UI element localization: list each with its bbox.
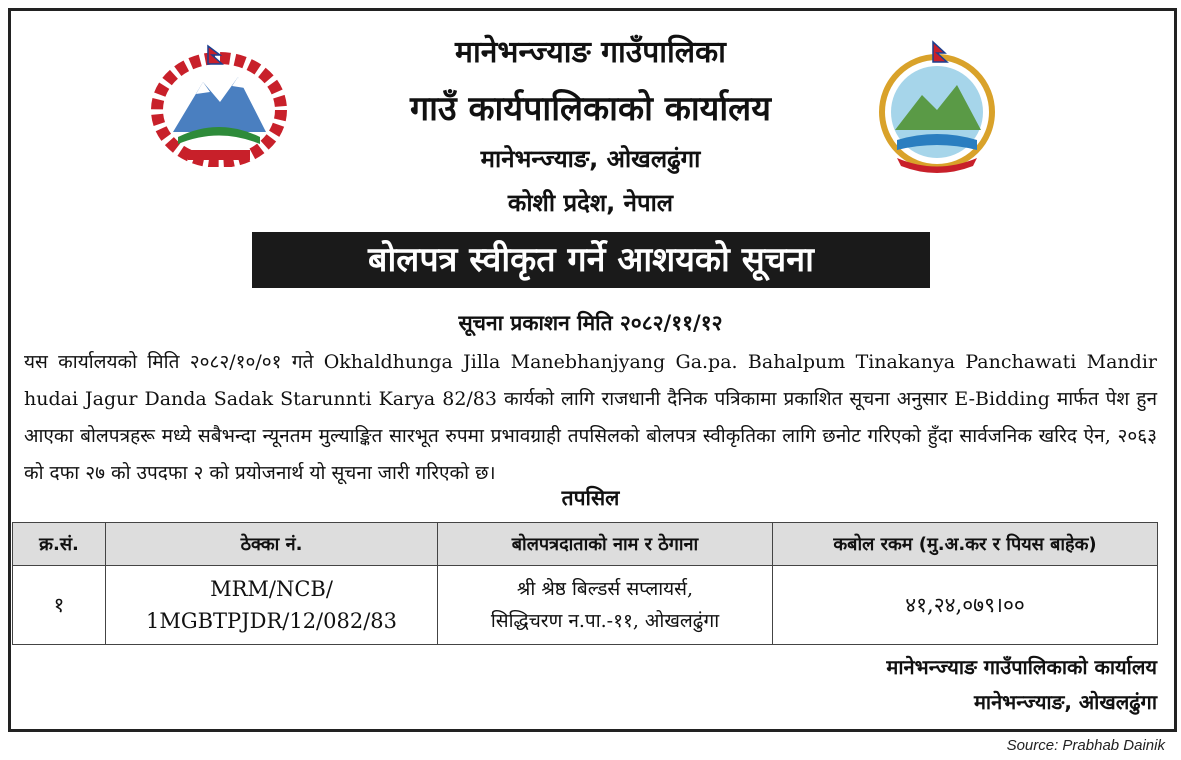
bid-table xyxy=(12,522,1158,645)
col-amount: कबोल रकम (मु.अ.कर र पियस बाहेक) xyxy=(773,523,1158,566)
col-bidder: बोलपत्रदाताको नाम र ठेगाना xyxy=(438,523,773,566)
bidder-address: सिद्धिचरण न.पा.-११, ओखलढुंगा xyxy=(490,610,720,632)
contract-line-2: 1MGBTPJDR/12/082/83 xyxy=(145,609,398,633)
header-address: मानेभन्ज्याङ, ओखलढुंगा xyxy=(480,145,701,173)
cell-sn: १ xyxy=(13,566,106,645)
col-sn: क्र.सं. xyxy=(13,523,106,566)
publish-date: सूचना प्रकाशन मिति २०८२/११/१२ xyxy=(458,311,723,335)
notice-title: बोलपत्र स्वीकृत गर्ने आशयको सूचना xyxy=(252,232,930,288)
cell-bidder xyxy=(438,566,773,645)
bidder-name: श्री श्रेष्ठ बिल्डर्स सप्लायर्स, xyxy=(516,578,694,600)
col-contract-no: ठेक्का नं. xyxy=(106,523,438,566)
footer-address: मानेभन्ज्याङ, ओखलढुंगा xyxy=(973,690,1157,714)
schedule-label: तपसिल xyxy=(561,486,620,510)
header-province: कोशी प्रदेश, नेपाल xyxy=(507,189,674,217)
header-municipality: मानेभन्ज्याङ गाउँपालिका xyxy=(455,35,726,70)
table-header-row xyxy=(13,523,1158,566)
cell-amount: ४१,२४,०७९।०० xyxy=(773,566,1158,645)
header-office: गाउँ कार्यपालिकाको कार्यालय xyxy=(410,89,771,129)
source-credit: Source: Prabhab Dainik xyxy=(1006,737,1165,754)
cell-contract-no xyxy=(106,566,438,645)
contract-line-1: MRM/NCB/ xyxy=(210,577,333,601)
footer-office: मानेभन्ज्याङ गाउँपालिकाको कार्यालय xyxy=(886,655,1157,679)
notice-body: यस कार्यालयको मिति २०८२/१०/०१ गते Okhaldhunga Jilla Manebhanjyang Ga.pa. Bahalpum Tinakanya Panchawati Mandir hudai Jagur Danda Sadak Starunnti Karya 82/83 कार्यको लागि राजधानी दैनिक पत्रिकामा प्रकाशित सूचना अनुसार E-Bidding मार्फत पेश हुन आएका बोलपत्रहरू मध्ये सबैभन्दा न्यूनतम मुल्याङ्कित सारभूत रुपमा प्रभावग्राही तपसिलको बोलपत्र स्वीकृतिका लागि छनोट गरिएको हुँदा सार्वजनिक खरिद ऐन, २०६३ को दफा २७ को उपदफा २ को प्रयोजनार्थ यो सूचना जारी गरिएको छ। xyxy=(24,351,1157,484)
table-row xyxy=(13,566,1158,645)
